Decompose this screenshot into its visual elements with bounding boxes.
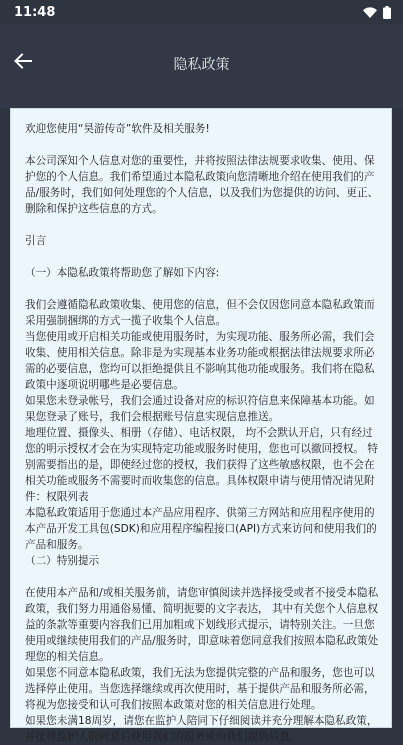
status-time: 11:48 (14, 4, 56, 20)
status-bar (0, 0, 403, 24)
wifi-icon (363, 7, 377, 18)
page-title: 隐私政策 (173, 57, 230, 73)
battery-icon (383, 6, 391, 19)
privacy-policy-card[interactable] (10, 108, 392, 743)
policy-body: 欢迎您使用“昊游传奇”软件及相关服务! 本公司深知个人信息对您的重要性，并将按照法律法规要求收集、使用、保护您的个人信息。我们希望通过本隐私政策向您清晰地介绍在使用我们的产品/服务时，我们如何处理您的个人信息，以及我们为您提供的访问、更正、删除和保护这些信息的方式。 引言 （一）本隐私政策将帮助您了解如下内容: 我们会遵循隐私政策收集、使用您的信息，但不会仅因您同意本隐私政策而采用强制捆绑的方式一揽子收集个人信息。 当您使用或开启相关功能或使用服务时，为实现功能、服务所必需，我们会收集、使用相关信息。除非是为实现基本业务功能或根据法律法规要求所必需的必要信息，您均可以拒绝提供且不影响其他功能或服务。我们将在隐私政策中逐项说明哪些是必要信息。 如果您未登录帐号，我们会通过设备对应的标识符信息来保障基本功能。如果您登录了账号，我们会根据账号信息实现信息推送。 地理位置、摄像头、相册（存储）、电话权限， 均不会默认开启，只有经过您的明示授权才会在为实现特定功能或服务时使用，您也可以撤回授权。 特别需要指出的是，即使经过您的授权，我们获得了这些敏感权限，也不会在相关功能或服务不需要时而收集您的信息。具体权限申请与使用情况请见附件：权限列表 本隐私政策适用于您通过本产品应用程序、供第三方网站和应用程序使用的本产品开发工具包(SDK)和应用程序编程接口(API)方式来访问和使用我们的产品和服务。 （二）特别提示 在使用本产品和/或相关服务前，请您审慎阅读并选择接受或者不接受本隐私政策，我们努力用通俗易懂、简明扼要的文字表达， 其中有关您个人信息权益的条款等重要内容我们已用加粗或下划线形式提示，请特别关注。一旦您使用或继续使用我们的产品/服务时，即意味着您同意我们按照本隐私政策处理您的相关信息。 如果您不同意本隐私政策，我们无法为您提供完整的产品和服务，您也可以选择停止使用。当您选择继续或再次使用时，基于提供产品和服务所必需，将视为您接受和认可我们按照本政策对您的相关信息进行处理。 如果您未满18周岁，请您在监护人陪同下仔细阅读并充分理解本隐私政策，并征得监护人的同意后使用我们的服务或向我们提供信息。 (25, 123, 379, 743)
status-icons (363, 6, 391, 19)
app-bar (0, 24, 403, 108)
